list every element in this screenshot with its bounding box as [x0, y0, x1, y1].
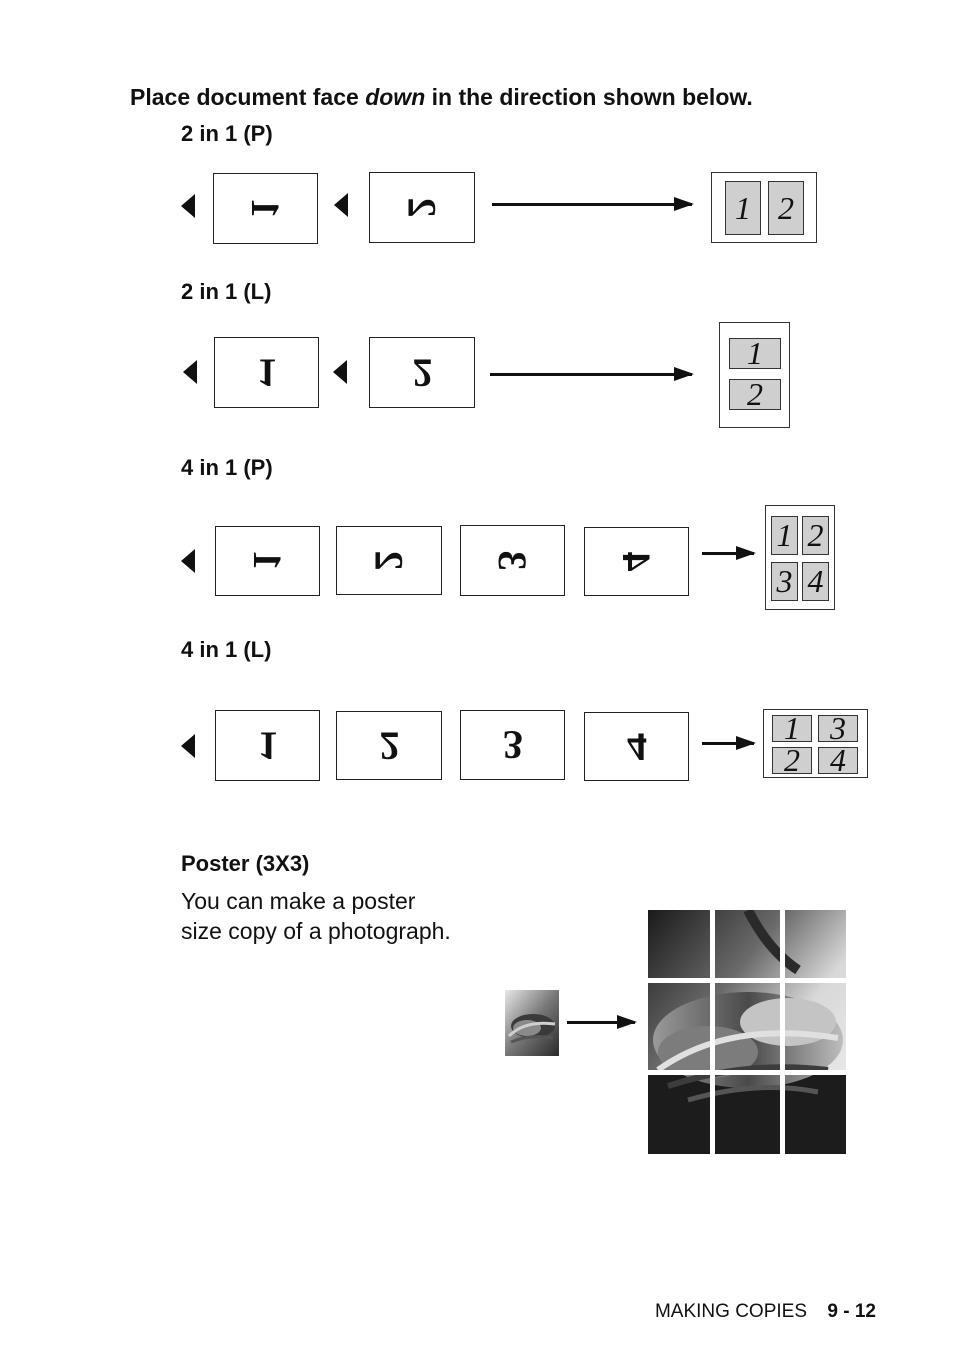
page-number: 2 [379, 723, 399, 768]
result-sheet [763, 709, 868, 778]
result-cell: 1 [729, 338, 781, 369]
page-number: 4 [614, 552, 659, 571]
result-cell: 1 [725, 181, 761, 235]
page-number: 4 [627, 724, 646, 769]
page-number: 3 [503, 722, 522, 768]
document-sheet [336, 711, 442, 780]
enlarge-arrow-icon [567, 1021, 635, 1024]
feed-direction-arrow-icon [181, 549, 195, 573]
result-sheet [711, 172, 817, 243]
document-sheet [215, 710, 320, 781]
page-number: 1 [257, 350, 276, 395]
footer-page-number: 9 - 12 [827, 1301, 876, 1322]
section-title-4in1-p: 4 in 1 (P) [181, 455, 273, 480]
poster-description: You can make a poster size copy of a photograph. [181, 888, 451, 944]
result-cell: 2 [802, 516, 829, 555]
section-title-2in1-l: 2 in 1 (L) [181, 279, 272, 304]
result-cell: 2 [772, 747, 812, 774]
document-sheet [369, 172, 475, 243]
document-sheet [460, 710, 565, 780]
result-cell: 4 [802, 562, 829, 601]
feed-direction-arrow-icon [181, 194, 195, 218]
poster-grid [648, 910, 846, 1154]
instruction-text-end: in the direction shown below. [425, 84, 753, 110]
page-number: 1 [243, 199, 288, 218]
document-sheet [369, 337, 475, 408]
feed-direction-arrow-icon [334, 193, 348, 217]
section-title-2in1-p: 2 in 1 (P) [181, 121, 273, 146]
page-number: 3 [490, 551, 535, 570]
feed-direction-arrow-icon [183, 360, 197, 384]
page-instruction [130, 84, 753, 111]
result-arrow-icon [490, 373, 692, 376]
handshake-poster-image [648, 910, 846, 1154]
page-number: 2 [412, 350, 432, 395]
document-sheet [584, 712, 689, 781]
result-sheet [765, 505, 835, 610]
document-sheet [584, 527, 689, 596]
result-arrow-icon [702, 552, 754, 555]
result-cell: 1 [771, 516, 798, 555]
instruction-emphasis: down [365, 84, 426, 110]
result-cell: 2 [768, 181, 804, 235]
result-arrow-icon [702, 742, 754, 745]
document-sheet [215, 526, 320, 596]
instruction-text: Place document face [130, 84, 366, 110]
document-sheet [336, 526, 442, 595]
section-title-poster: Poster (3X3) [181, 851, 310, 876]
result-cell: 2 [729, 379, 781, 410]
page-number: 1 [245, 551, 290, 571]
result-arrow-icon [492, 203, 692, 206]
section-title-4in1-l: 4 in 1 (L) [181, 637, 272, 662]
feed-direction-arrow-icon [181, 734, 195, 758]
handshake-photo [505, 990, 559, 1056]
page-number: 2 [366, 551, 412, 570]
result-cell: 1 [772, 715, 812, 742]
feed-direction-arrow-icon [333, 360, 347, 384]
page-number: 2 [399, 198, 445, 217]
document-sheet [460, 525, 565, 596]
result-cell: 3 [771, 562, 798, 601]
result-sheet [719, 322, 790, 428]
source-photo [505, 990, 559, 1056]
result-cell: 4 [818, 747, 858, 774]
document-sheet [213, 173, 318, 244]
footer-section-name: MAKING COPIES [654, 1301, 807, 1322]
document-sheet [214, 337, 319, 408]
page-number: 1 [258, 723, 277, 768]
result-cell: 3 [818, 715, 858, 742]
